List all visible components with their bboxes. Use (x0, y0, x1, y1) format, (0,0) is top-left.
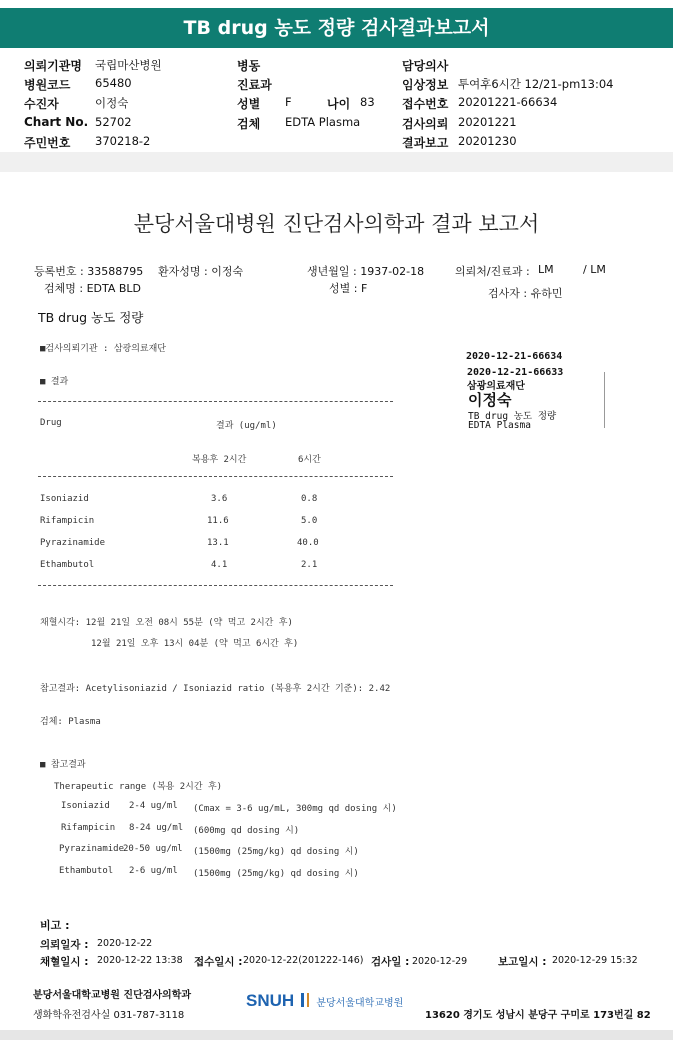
result-heading: ■ 결과 (40, 377, 69, 387)
stamp-test: TB drug 농도 정량 (468, 411, 557, 422)
stamp-specimen: EDTA Plasma (468, 420, 531, 431)
info-value: 52702 (95, 115, 132, 129)
ref-note: (Cmax = 3-6 ug/mL, 300mg qd dosing 시) (193, 804, 397, 814)
info-label: 접수번호 (402, 97, 449, 111)
lab-phone: 생화학유전검사실 031-787-3118 (33, 1010, 185, 1021)
test-date-label: 검사일 : (371, 956, 410, 968)
address: 13620 경기도 성남시 분당구 구미로 173번길 82 (425, 1010, 651, 1021)
specimen-name: 검체명 : EDTA BLD (44, 282, 142, 295)
ref-heading: ■ 참고결과 (40, 760, 86, 770)
value-6h: 2.1 (301, 560, 318, 570)
drug-name: Isoniazid (40, 494, 89, 504)
dept-value: / LM (583, 263, 606, 276)
request-date-label: 의뢰일자 : (40, 939, 89, 951)
stamp-code: 2020-12-21-66634 (466, 351, 563, 362)
report-date-label: 보고일시 : (498, 956, 547, 968)
info-label: 병동 (237, 59, 261, 73)
examiner: 검사자 : 유하민 (488, 287, 563, 300)
ref-drug: Rifampicin (61, 823, 116, 833)
value-6h: 0.8 (301, 494, 318, 504)
hospital-logo (246, 991, 403, 1011)
drug-name: Ethambutol (40, 560, 95, 570)
info-value: 20201230 (458, 134, 517, 148)
draw-time-2: 12월 21일 오후 13시 04분 (약 먹고 6시간 후) (91, 639, 299, 649)
value-2h: 13.1 (207, 538, 229, 548)
ref-range: 2-6 ug/ml (129, 866, 178, 876)
info-label: 진료과 (237, 78, 272, 92)
info-value: F (285, 95, 292, 109)
page-title: TB drug 농도 정량 검사결과보고서 (183, 17, 490, 39)
drug-name: Pyrazinamide (40, 538, 106, 548)
logo-subtext: 분당서울대학교병원 (316, 998, 404, 1009)
value-2h: 4.1 (211, 560, 228, 570)
registration-number: 등록번호 : 33588795 (34, 265, 144, 278)
ref-range: 20-50 ug/ml (123, 844, 183, 854)
lab-line: ■검사의뢰기관 : 삼광의료재단 (40, 344, 167, 354)
birth-date: 생년월일 : 1937-02-18 (307, 265, 425, 278)
info-label: 수진자 (24, 97, 59, 111)
draw-time-1: 채혈시각: 12월 21일 오전 08시 55분 (약 먹고 2시간 후) (40, 618, 293, 628)
report-datetime: 2020-12-29 15:32 (552, 955, 638, 966)
col-6h: 6시간 (298, 455, 321, 465)
info-value: 이정숙 (95, 96, 129, 110)
col-drug: Drug (40, 418, 62, 428)
receive-datetime: 2020-12-22(201222-146) (243, 955, 364, 966)
info-label: 나이 (327, 97, 351, 111)
info-label: 검체 (237, 117, 261, 131)
section-divider (0, 152, 673, 172)
dept-label: 의뢰처/진료과 : (455, 265, 530, 278)
patient-name: 환자성명 : 이정숙 (158, 265, 244, 278)
report-title: 분당서울대병원 진단검사의학과 결과 보고서 (133, 212, 540, 236)
info-label: 검사의뢰 (402, 117, 449, 131)
value-6h: 5.0 (301, 516, 318, 526)
value-2h: 3.6 (211, 494, 228, 504)
ref-note: (1500mg (25mg/kg) qd dosing 시) (193, 869, 359, 879)
ref-note: (600mg qd dosing 시) (193, 826, 300, 836)
ref-drug: Ethambutol (59, 866, 114, 876)
info-label: 담당의사 (402, 59, 449, 73)
ref-range: 8-24 ug/ml (129, 823, 184, 833)
stamp-edge (604, 372, 605, 428)
info-value: 20201221-66634 (458, 95, 558, 109)
info-value: 투여후6시간 12/21-pm13:04 (458, 77, 614, 91)
test-date: 2020-12-29 (412, 956, 468, 967)
ref-note: (1500mg (25mg/kg) qd dosing 시) (193, 847, 359, 857)
stamp-org: 삼광의료재단 (467, 381, 525, 392)
request-date: 2020-12-22 (97, 938, 153, 949)
ref-drug: Pyrazinamide (59, 844, 125, 854)
test-name: TB drug 농도 정량 (38, 310, 144, 325)
receive-label: 접수일시 : (194, 956, 243, 968)
logo-mark-icon (301, 993, 309, 1007)
note-label: 비고 : (40, 919, 70, 932)
info-label: 주민번호 (24, 136, 71, 150)
dashed-divider (38, 401, 393, 402)
collect-label: 채혈일시 : (40, 956, 89, 968)
info-label: Chart No. (24, 115, 89, 129)
info-value: 65480 (95, 76, 132, 90)
specimen-line: 검체: Plasma (40, 717, 101, 727)
info-value: 370218-2 (95, 134, 151, 148)
info-label: 병원코드 (24, 78, 71, 92)
collect-datetime: 2020-12-22 13:38 (97, 955, 183, 966)
ref-drug: Isoniazid (61, 801, 110, 811)
drug-name: Rifampicin (40, 516, 95, 526)
dashed-divider (38, 585, 393, 586)
stamp-code: 2020-12-21-66633 (467, 367, 564, 378)
info-label: 의뢰기관명 (24, 59, 82, 73)
ref-subheading: Therapeutic range (복용 2시간 후) (54, 782, 223, 792)
logo-text: SNUH (246, 991, 295, 1010)
col-2h: 복용후 2시간 (192, 455, 247, 465)
dashed-divider (38, 476, 393, 477)
dept-name: 분당서울대학교병원 진단검사의학과 (33, 990, 192, 1001)
col-result: 결과 (ug/ml) (216, 421, 277, 431)
info-label: 결과보고 (402, 136, 449, 150)
value-2h: 11.6 (207, 516, 229, 526)
stamp-name: 이정숙 (468, 391, 512, 409)
ratio-line: 참고결과: Acetylisoniazid / Isoniazid ratio (복용후 2시간 기준): 2.42 (40, 684, 391, 694)
dept-value: LM (538, 263, 554, 276)
info-value: EDTA Plasma (285, 115, 361, 129)
ref-range: 2-4 ug/ml (129, 801, 178, 811)
sex: 성별 : F (329, 282, 368, 295)
value-6h: 40.0 (297, 538, 319, 548)
info-label: 성별 (237, 97, 261, 111)
bottom-strip (0, 1030, 673, 1040)
info-value: 83 (360, 95, 375, 109)
info-value: 20201221 (458, 115, 517, 129)
info-label: 임상정보 (402, 78, 449, 92)
info-value: 국립마산병원 (95, 58, 162, 72)
